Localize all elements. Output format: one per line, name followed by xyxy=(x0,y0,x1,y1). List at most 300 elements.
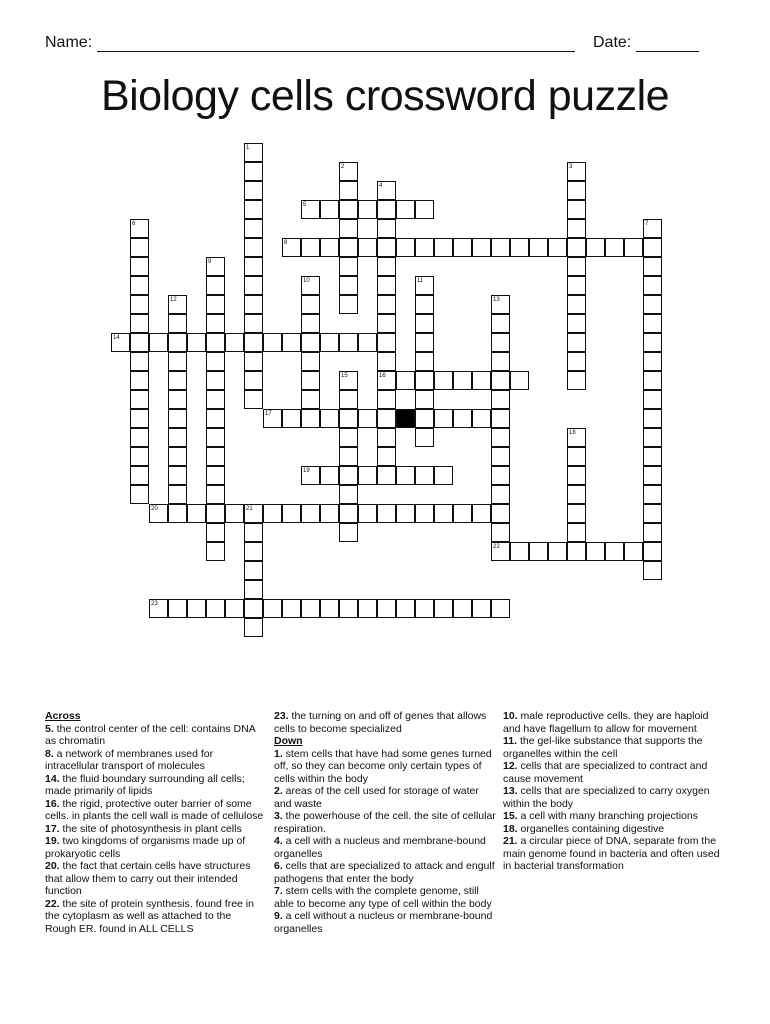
grid-cell[interactable] xyxy=(643,466,662,485)
grid-cell[interactable] xyxy=(643,447,662,466)
grid-cell[interactable] xyxy=(510,238,529,257)
grid-cell[interactable] xyxy=(130,295,149,314)
clue-number: 21 xyxy=(246,506,253,512)
grid-cell[interactable] xyxy=(130,352,149,371)
grid-cell[interactable] xyxy=(320,333,339,352)
clue-number: 23 xyxy=(151,601,158,607)
grid-cell[interactable] xyxy=(415,371,434,390)
grid-cell[interactable] xyxy=(244,542,263,561)
grid-cell[interactable] xyxy=(643,409,662,428)
grid-cell[interactable] xyxy=(149,333,168,352)
clue-number: 15 xyxy=(341,373,348,379)
clue-column-2 xyxy=(274,710,496,935)
black-square xyxy=(396,409,415,428)
clue-text: a circular piece of DNA, separate from the main genome found in bacteria and often used in bacterial transformation xyxy=(503,835,720,872)
clue-number-label: 7. xyxy=(274,885,283,897)
grid-cell[interactable] xyxy=(244,257,263,276)
grid-cell[interactable] xyxy=(130,485,149,504)
grid-cell[interactable] xyxy=(643,352,662,371)
grid-cell[interactable] xyxy=(605,238,624,257)
grid-cell[interactable] xyxy=(244,238,263,257)
grid-cell[interactable] xyxy=(567,314,586,333)
down-clue xyxy=(274,860,496,885)
grid-cell[interactable] xyxy=(187,333,206,352)
grid-cell[interactable] xyxy=(453,504,472,523)
grid-cell[interactable] xyxy=(339,447,358,466)
grid-cell[interactable] xyxy=(567,238,586,257)
grid-cell[interactable] xyxy=(225,333,244,352)
grid-cell[interactable] xyxy=(206,599,225,618)
grid-cell[interactable] xyxy=(415,200,434,219)
grid-cell[interactable] xyxy=(168,352,187,371)
grid-cell[interactable] xyxy=(244,200,263,219)
across-clue xyxy=(45,860,265,898)
clue-text: two kingdoms of organisms made up of prokaryotic cells xyxy=(45,835,246,860)
grid-cell[interactable] xyxy=(396,238,415,257)
grid-cell[interactable] xyxy=(491,352,510,371)
clue-number: 1 xyxy=(246,145,250,151)
grid-cell[interactable] xyxy=(567,257,586,276)
grid-cell[interactable] xyxy=(244,314,263,333)
grid-cell[interactable] xyxy=(244,352,263,371)
down-clue xyxy=(503,810,728,823)
grid-cell[interactable] xyxy=(244,333,263,352)
clue-number-label: 21. xyxy=(503,835,518,847)
grid-cell[interactable] xyxy=(187,599,206,618)
grid-cell[interactable] xyxy=(339,504,358,523)
grid-cell[interactable] xyxy=(643,238,662,257)
grid-cell[interactable] xyxy=(377,333,396,352)
grid-cell[interactable] xyxy=(244,523,263,542)
grid-cell[interactable] xyxy=(434,238,453,257)
grid-cell[interactable] xyxy=(643,276,662,295)
clue-number-label: 14. xyxy=(45,772,60,785)
grid-cell[interactable] xyxy=(358,200,377,219)
grid-cell[interactable] xyxy=(339,333,358,352)
grid-cell[interactable] xyxy=(168,333,187,352)
grid-cell[interactable] xyxy=(643,390,662,409)
grid-cell[interactable] xyxy=(434,504,453,523)
grid-cell[interactable] xyxy=(491,504,510,523)
grid-cell[interactable] xyxy=(377,276,396,295)
grid-cell[interactable] xyxy=(472,238,491,257)
clue-number-label: 12. xyxy=(503,760,518,772)
grid-cell[interactable] xyxy=(453,238,472,257)
grid-cell[interactable] xyxy=(415,466,434,485)
across-clue xyxy=(45,798,265,823)
down-clue xyxy=(503,835,728,873)
grid-cell[interactable] xyxy=(244,295,263,314)
grid-cell[interactable] xyxy=(491,599,510,618)
grid-cell[interactable] xyxy=(244,371,263,390)
grid-cell[interactable] xyxy=(358,466,377,485)
grid-cell[interactable] xyxy=(491,390,510,409)
clue-number-label: 17. xyxy=(45,822,60,835)
clue-number: 10 xyxy=(303,278,310,284)
grid-cell[interactable] xyxy=(567,219,586,238)
clue-number: 8 xyxy=(284,240,288,246)
grid-cell[interactable] xyxy=(643,485,662,504)
grid-cell[interactable] xyxy=(320,466,339,485)
grid-cell[interactable] xyxy=(396,200,415,219)
grid-cell[interactable] xyxy=(263,504,282,523)
grid-cell[interactable] xyxy=(301,371,320,390)
grid-cell[interactable] xyxy=(491,371,510,390)
clue-number-label: 16. xyxy=(45,797,60,810)
grid-cell[interactable] xyxy=(301,333,320,352)
grid-cell[interactable] xyxy=(453,371,472,390)
page-title: Biology cells crossword puzzle xyxy=(100,72,670,120)
grid-cell[interactable] xyxy=(339,485,358,504)
grid-cell[interactable] xyxy=(187,504,206,523)
grid-cell[interactable] xyxy=(643,561,662,580)
grid-cell[interactable] xyxy=(396,466,415,485)
grid-cell[interactable] xyxy=(529,542,548,561)
clue-number: 12 xyxy=(170,297,177,303)
grid-cell[interactable] xyxy=(377,257,396,276)
grid-cell[interactable] xyxy=(130,257,149,276)
grid-cell[interactable] xyxy=(472,409,491,428)
grid-cell[interactable] xyxy=(415,314,434,333)
clue-number-label: 8. xyxy=(45,747,54,760)
grid-cell[interactable] xyxy=(301,409,320,428)
grid-cell[interactable] xyxy=(586,238,605,257)
grid-cell[interactable] xyxy=(377,219,396,238)
grid-cell[interactable] xyxy=(358,599,377,618)
grid-cell[interactable] xyxy=(263,599,282,618)
grid-cell[interactable] xyxy=(396,599,415,618)
grid-cell[interactable] xyxy=(415,295,434,314)
grid-cell[interactable] xyxy=(491,428,510,447)
across-clue xyxy=(45,898,265,936)
grid-cell[interactable] xyxy=(643,257,662,276)
grid-cell[interactable] xyxy=(567,542,586,561)
grid-cell[interactable] xyxy=(491,523,510,542)
grid-cell[interactable] xyxy=(130,314,149,333)
grid-cell[interactable] xyxy=(301,295,320,314)
grid-cell[interactable] xyxy=(472,371,491,390)
clue-number: 17 xyxy=(265,411,272,417)
grid-cell[interactable] xyxy=(206,428,225,447)
grid-cell[interactable] xyxy=(244,162,263,181)
grid-cell[interactable] xyxy=(472,504,491,523)
grid-cell[interactable] xyxy=(168,485,187,504)
clue-number-label: 9. xyxy=(274,910,283,922)
across-clue xyxy=(45,723,265,748)
grid-cell[interactable] xyxy=(377,504,396,523)
clue-text: the fluid boundary surrounding all cells; made primarily of lipids xyxy=(45,772,245,797)
grid-cell[interactable] xyxy=(358,333,377,352)
grid-cell[interactable] xyxy=(415,599,434,618)
grid-cell[interactable] xyxy=(377,314,396,333)
clue-number: 20 xyxy=(151,506,158,512)
grid-cell[interactable] xyxy=(206,390,225,409)
grid-cell[interactable] xyxy=(339,523,358,542)
clue-text: the turning on and off of genes that allows cells to become specialized xyxy=(274,710,487,735)
grid-cell[interactable] xyxy=(282,409,301,428)
grid-cell[interactable] xyxy=(244,561,263,580)
grid-cell[interactable] xyxy=(567,181,586,200)
grid-cell[interactable] xyxy=(244,580,263,599)
grid-cell[interactable] xyxy=(244,390,263,409)
grid-cell[interactable] xyxy=(282,599,301,618)
grid-cell[interactable] xyxy=(624,542,643,561)
grid-cell[interactable] xyxy=(358,409,377,428)
grid-cell[interactable] xyxy=(206,447,225,466)
grid-cell[interactable] xyxy=(244,276,263,295)
grid-cell[interactable] xyxy=(130,428,149,447)
grid-cell[interactable] xyxy=(377,238,396,257)
grid-cell[interactable] xyxy=(377,352,396,371)
grid-cell[interactable] xyxy=(206,485,225,504)
grid-cell[interactable] xyxy=(168,314,187,333)
grid-cell[interactable] xyxy=(168,504,187,523)
grid-cell[interactable] xyxy=(339,599,358,618)
grid-cell[interactable] xyxy=(339,257,358,276)
grid-cell[interactable] xyxy=(434,466,453,485)
grid-cell[interactable] xyxy=(643,314,662,333)
grid-cell[interactable] xyxy=(244,618,263,637)
grid-cell[interactable] xyxy=(206,352,225,371)
grid-cell[interactable] xyxy=(434,599,453,618)
clue-number-label: 3. xyxy=(274,810,283,822)
down-clue xyxy=(274,885,496,910)
clue-number-label: 18. xyxy=(503,822,518,835)
grid-cell[interactable] xyxy=(130,447,149,466)
grid-cell[interactable] xyxy=(206,466,225,485)
clue-number: 18 xyxy=(569,430,576,436)
across-clue xyxy=(45,835,265,860)
across-clue xyxy=(45,748,265,773)
grid-cell[interactable] xyxy=(320,504,339,523)
clue-number-label: 23. xyxy=(274,710,289,722)
grid-cell[interactable] xyxy=(377,466,396,485)
grid-cell[interactable] xyxy=(206,523,225,542)
grid-cell[interactable] xyxy=(130,409,149,428)
grid-cell[interactable] xyxy=(339,219,358,238)
grid-cell[interactable] xyxy=(206,542,225,561)
grid-cell[interactable] xyxy=(377,390,396,409)
grid-cell[interactable] xyxy=(643,371,662,390)
grid-cell[interactable] xyxy=(225,504,244,523)
grid-cell[interactable] xyxy=(643,523,662,542)
grid-cell[interactable] xyxy=(130,466,149,485)
grid-cell[interactable] xyxy=(434,371,453,390)
clue-number: 2 xyxy=(341,164,345,170)
grid-cell[interactable] xyxy=(415,428,434,447)
grid-cell[interactable] xyxy=(320,599,339,618)
grid-cell[interactable] xyxy=(567,523,586,542)
grid-cell[interactable] xyxy=(339,390,358,409)
grid-cell[interactable] xyxy=(434,409,453,428)
grid-cell[interactable] xyxy=(339,295,358,314)
down-clue xyxy=(503,785,728,810)
across-clue xyxy=(274,710,496,735)
grid-cell[interactable] xyxy=(377,295,396,314)
grid-cell[interactable] xyxy=(586,542,605,561)
clue-column-1 xyxy=(45,710,265,935)
grid-cell[interactable] xyxy=(339,200,358,219)
grid-cell[interactable] xyxy=(206,371,225,390)
grid-cell[interactable] xyxy=(548,542,567,561)
grid-cell[interactable] xyxy=(491,485,510,504)
grid-cell[interactable] xyxy=(377,428,396,447)
grid-cell[interactable] xyxy=(510,371,529,390)
grid-cell[interactable] xyxy=(453,599,472,618)
clue-number-label: 6. xyxy=(274,860,283,872)
grid-cell[interactable] xyxy=(567,295,586,314)
grid-cell[interactable] xyxy=(339,409,358,428)
grid-cell[interactable] xyxy=(301,390,320,409)
clue-text: the rigid, protective outer barrier of some cells. in plants the cell wall is made of cellulose xyxy=(45,797,264,822)
down-clue xyxy=(274,748,496,786)
grid-cell[interactable] xyxy=(130,238,149,257)
grid-cell[interactable] xyxy=(415,390,434,409)
grid-cell[interactable] xyxy=(624,238,643,257)
clue-text: organelles containing digestive xyxy=(517,822,665,835)
grid-cell[interactable] xyxy=(168,409,187,428)
grid-cell[interactable] xyxy=(567,504,586,523)
grid-cell[interactable] xyxy=(282,504,301,523)
grid-cell[interactable] xyxy=(130,390,149,409)
grid-cell[interactable] xyxy=(567,485,586,504)
grid-cell[interactable] xyxy=(206,333,225,352)
grid-cell[interactable] xyxy=(491,466,510,485)
grid-cell[interactable] xyxy=(567,371,586,390)
grid-cell[interactable] xyxy=(301,504,320,523)
grid-cell[interactable] xyxy=(453,409,472,428)
clue-text: the fact that certain cells have structures that allow them to carry out their intended function xyxy=(45,860,251,897)
grid-cell[interactable] xyxy=(358,238,377,257)
grid-cell[interactable] xyxy=(567,276,586,295)
grid-cell[interactable] xyxy=(567,200,586,219)
clue-text: the powerhouse of the cell. the site of cellular respiration. xyxy=(274,810,496,835)
grid-cell[interactable] xyxy=(415,333,434,352)
clue-number-label: 4. xyxy=(274,835,283,847)
clue-text: the control center of the cell: contains DNA as chromatin xyxy=(45,722,256,747)
grid-cell[interactable] xyxy=(244,599,263,618)
grid-cell[interactable] xyxy=(472,599,491,618)
grid-cell[interactable] xyxy=(320,409,339,428)
grid-cell[interactable] xyxy=(491,333,510,352)
grid-cell[interactable] xyxy=(339,428,358,447)
grid-cell[interactable] xyxy=(339,466,358,485)
grid-cell[interactable] xyxy=(244,181,263,200)
grid-cell[interactable] xyxy=(130,333,149,352)
grid-cell[interactable] xyxy=(301,314,320,333)
grid-cell[interactable] xyxy=(377,599,396,618)
grid-cell[interactable] xyxy=(168,599,187,618)
grid-cell[interactable] xyxy=(206,504,225,523)
grid-cell[interactable] xyxy=(510,542,529,561)
grid-cell[interactable] xyxy=(567,447,586,466)
grid-cell[interactable] xyxy=(377,200,396,219)
grid-cell[interactable] xyxy=(415,238,434,257)
grid-cell[interactable] xyxy=(244,219,263,238)
clue-number: 9 xyxy=(208,259,212,265)
across-clue xyxy=(45,773,265,798)
grid-cell[interactable] xyxy=(225,599,244,618)
across-clue xyxy=(45,823,265,836)
grid-cell[interactable] xyxy=(358,504,377,523)
grid-cell[interactable] xyxy=(643,295,662,314)
grid-cell[interactable] xyxy=(301,599,320,618)
grid-cell[interactable] xyxy=(605,542,624,561)
grid-cell[interactable] xyxy=(339,276,358,295)
down-clue xyxy=(274,835,496,860)
name-label: Name: xyxy=(45,34,93,51)
clue-number: 16 xyxy=(379,373,386,379)
grid-cell[interactable] xyxy=(168,447,187,466)
clue-number-label: 13. xyxy=(503,785,518,797)
grid-cell[interactable] xyxy=(643,428,662,447)
grid-cell[interactable] xyxy=(168,390,187,409)
grid-cell[interactable] xyxy=(567,333,586,352)
grid-cell[interactable] xyxy=(320,200,339,219)
grid-cell[interactable] xyxy=(529,238,548,257)
clue-number: 22 xyxy=(493,544,500,550)
grid-cell[interactable] xyxy=(643,504,662,523)
clue-text: a cell with many branching projections xyxy=(517,810,698,822)
grid-cell[interactable] xyxy=(377,409,396,428)
clue-text: the site of photosynthesis in plant cells xyxy=(59,822,242,835)
down-clue xyxy=(274,810,496,835)
grid-cell[interactable] xyxy=(567,466,586,485)
clue-number: 4 xyxy=(379,183,383,189)
grid-cell[interactable] xyxy=(263,333,282,352)
grid-cell[interactable] xyxy=(339,181,358,200)
clue-number-label: 11. xyxy=(503,735,518,747)
grid-cell[interactable] xyxy=(643,542,662,561)
grid-cell[interactable] xyxy=(396,504,415,523)
grid-cell[interactable] xyxy=(415,409,434,428)
grid-cell[interactable] xyxy=(130,276,149,295)
grid-cell[interactable] xyxy=(206,409,225,428)
clue-number: 5 xyxy=(303,202,307,208)
clue-number: 19 xyxy=(303,468,310,474)
grid-cell[interactable] xyxy=(396,371,415,390)
grid-cell[interactable] xyxy=(206,276,225,295)
grid-cell[interactable] xyxy=(491,238,510,257)
grid-cell[interactable] xyxy=(206,295,225,314)
grid-cell[interactable] xyxy=(415,352,434,371)
grid-cell[interactable] xyxy=(130,371,149,390)
grid-cell[interactable] xyxy=(491,314,510,333)
grid-cell[interactable] xyxy=(168,371,187,390)
clue-number: 11 xyxy=(417,278,424,284)
grid-cell[interactable] xyxy=(567,352,586,371)
clue-number-label: 20. xyxy=(45,860,60,872)
grid-cell[interactable] xyxy=(168,466,187,485)
clue-text: a cell without a nucleus or membrane-bound organelles xyxy=(274,910,493,935)
clue-number-label: 2. xyxy=(274,785,283,797)
grid-cell[interactable] xyxy=(206,314,225,333)
grid-cell[interactable] xyxy=(301,238,320,257)
grid-cell[interactable] xyxy=(643,333,662,352)
grid-cell[interactable] xyxy=(301,352,320,371)
grid-cell[interactable] xyxy=(282,333,301,352)
grid-cell[interactable] xyxy=(320,238,339,257)
grid-cell[interactable] xyxy=(339,238,358,257)
grid-cell[interactable] xyxy=(491,409,510,428)
clue-number: 6 xyxy=(132,221,136,227)
grid-cell[interactable] xyxy=(168,428,187,447)
grid-cell[interactable] xyxy=(548,238,567,257)
grid-cell[interactable] xyxy=(415,504,434,523)
clue-text: cells that are specialized to attack and engulf pathogens that enter the body xyxy=(274,860,495,885)
grid-cell[interactable] xyxy=(491,447,510,466)
grid-cell[interactable] xyxy=(377,447,396,466)
